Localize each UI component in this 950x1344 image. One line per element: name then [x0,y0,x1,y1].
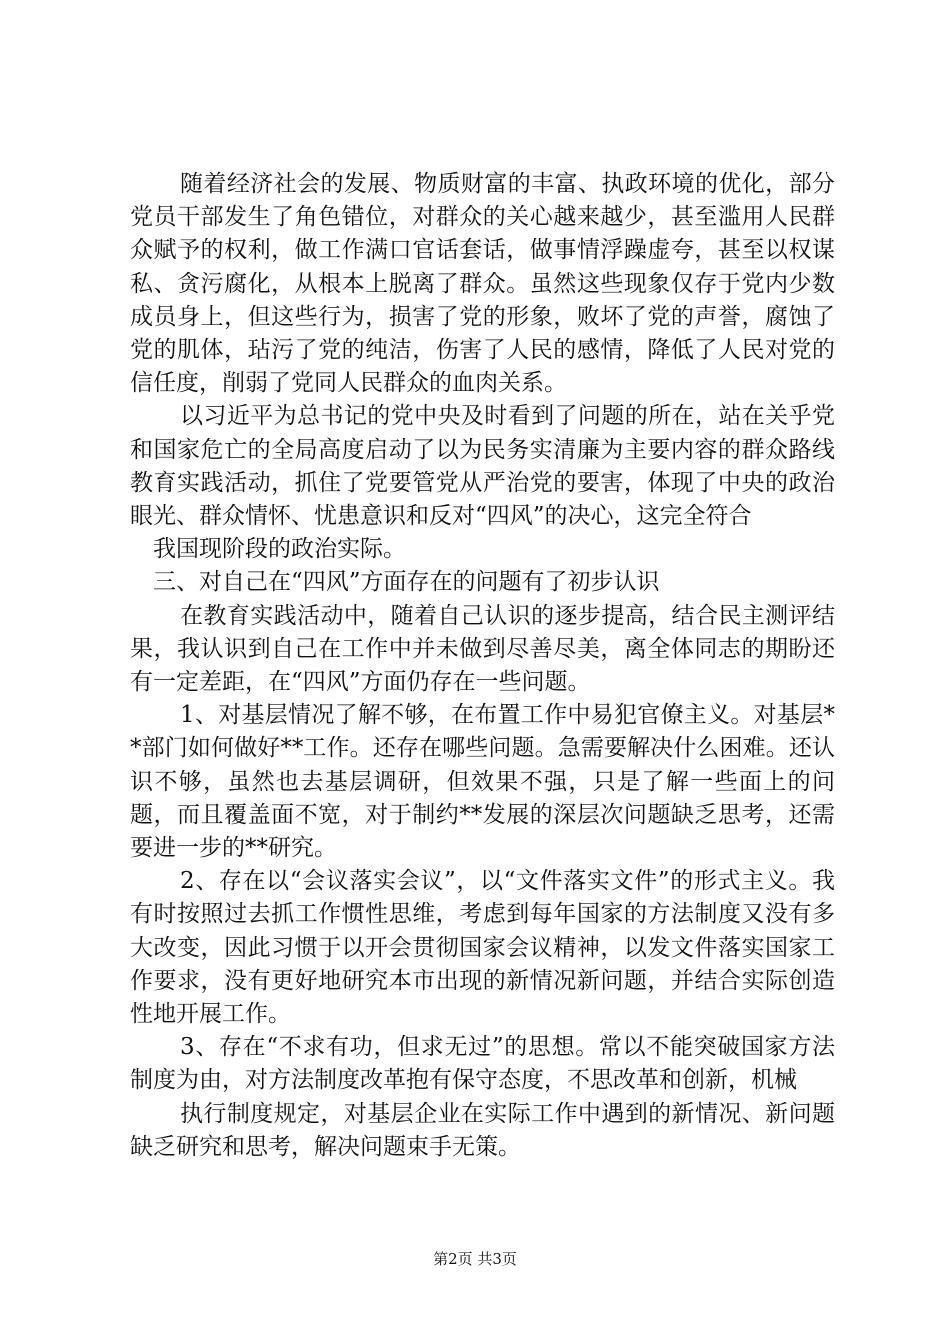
paragraph-4: 在教育实践活动中，随着自己认识的逐步提高，结合民主测评结果，我认识到自己在工作中并未做到尽善尽美，离全体同志的期盼还有一定差距，在“四风”方面仍存在一些问题。 [130,602,835,696]
list-item-3: 3、存在“不求有功，但求无过”的思想。常以不能突破国家方法制度为由，对方法制度改革抱有保守态度，不思改革和创新，机械 [130,1034,835,1094]
document-body [130,168,835,1164]
list-item-2: 2、存在以“会议落实会议”，以“文件落实文件”的形式主义。我有时按照过去抓工作惯性思维，考虑到每年国家的方法制度又没有多大改变，因此习惯于以开会贯彻国家会议精神，以发文件落实国家工作要求，没有更好地研究本市出现的新情况新问题，并结合实际创造性地开展工作。 [130,868,835,1028]
list-item-1: 1、对基层情况了解不够，在布置工作中易犯官僚主义。对基层**部门如何做好**工作。还存在哪些问题。急需要解决什么困难。还认识不够，虽然也去基层调研，但效果不强，只是了解一些面上的问题，而且覆盖面不宽，对于制约**发展的深层次问题缺乏思考，还需要进一步的**研究。 [130,702,835,862]
paragraph-2: 以习近平为总书记的党中央及时看到了问题的所在，站在关乎党和国家危亡的全局高度启动了以为民务实清廉为主要内容的群众路线教育实践活动，抓住了党要管党从严治党的要害，体现了中央的政治眼光、群众情怀、忧患意识和反对“四风”的决心，这完全符合 [130,403,835,530]
section-heading-3: 三、对自己在“四风”方面存在的问题有了初步认识 [153,569,660,596]
page-footer [0,1249,950,1269]
paragraph-5: 执行制度规定，对基层企业在实际工作中遇到的新情况、新问题缺乏研究和思考，解决问题束手无策。 [130,1100,835,1160]
paragraph-1: 随着经济社会的发展、物质财富的丰富、执政环境的优化，部分党员干部发生了角色错位，对群众的关心越来越少，甚至滥用人民群众赋予的权利，做工作满口官话套话，做事情浮躁虚夸，甚至以权谋私、贪污腐化，从根本上脱离了群众。虽然这些现象仅存于党内少数成员身上，但这些行为，损害了党的形象，败坏了党的声誉，腐蚀了党的肌体，玷污了党的纯洁，伤害了人民的感情，降低了人民对党的信任度，削弱了党同人民群众的血肉关系。 [130,171,835,397]
paragraph-3: 我国现阶段的政治实际。 [153,536,406,563]
page-number: 第2页 共3页 [433,1250,517,1268]
